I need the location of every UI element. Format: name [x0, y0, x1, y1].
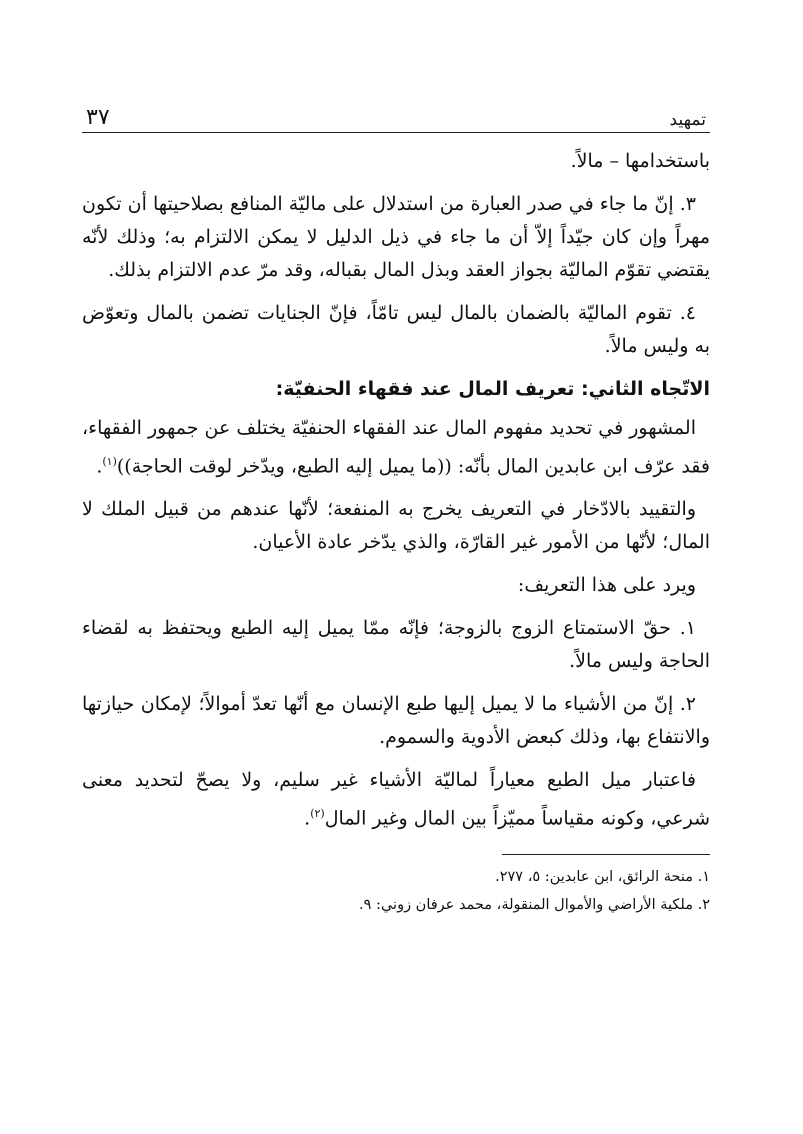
paragraph-3-text: ٤. تقوم الماليّة بالضمان بالمال ليس تامّاً، فإنّ الجنايات تضمن بالمال وتعوّض به وليس مالاً.	[82, 302, 710, 357]
paragraph-5	[82, 493, 710, 559]
footnote-ref-2[interactable]: (٢)	[310, 807, 325, 821]
paragraph-8	[82, 688, 710, 754]
paragraph-9-end: .	[304, 807, 311, 830]
footnote-1: ١. منحة الرائق، ابن عابدين: ٥، ٢٧٧.	[495, 868, 710, 885]
paragraph-6-text: ويرد على هذا التعريف:	[517, 574, 696, 597]
paragraph-7	[82, 612, 710, 678]
paragraph-7-text: ١. حقّ الاستمتاع الزوج بالزوجة؛ فإنّه ممّا يميل إليه الطبع ويحتفظ به لقضاء الحاجة وليس مالاً.	[82, 617, 710, 673]
footnote-ref-1[interactable]: (١)	[102, 455, 117, 468]
running-header	[82, 96, 710, 133]
paragraph-8-text: ٢. إنّ من الأشياء ما لا يميل إليها طبع الإنسان مع أنّها تعدّ أموالاً؛ لإمكان حيازتها والانتفاع بها، وذلك كبعض الأدوية والسموم.	[82, 693, 710, 749]
footnote-separator	[502, 854, 710, 855]
paragraph-2	[82, 188, 710, 287]
paragraph-9-text: فاعتبار ميل الطبع معياراً لماليّة الأشياء غير سليم، ولا يصحّ لتحديد معنى شرعي، وكونه مقياساً مميّزاً بين المال وغير المال	[82, 769, 710, 830]
paragraph-3	[82, 297, 710, 363]
paragraph-1-text: باستخدامها – مالاً.	[570, 150, 710, 172]
paragraph-5-text: والتقييد بالادّخار في التعريف يخرج به المنفعة؛ لأنّها عندهم من قبيل الملك لا المال؛ لأنّها من الأمور غير القارّة، والذي يدّخر عادة الأعيان.	[82, 498, 710, 554]
running-head-title: تمهيد	[669, 110, 706, 130]
paragraph-4-end: .	[96, 455, 103, 478]
paragraph-4	[82, 412, 710, 483]
paragraph-6	[82, 569, 710, 602]
page-number: ٣٧	[86, 105, 110, 130]
footnote-2: ٢. ملكية الأراضي والأموال المنقولة، محمد عرفان زوني: ٩.	[359, 896, 710, 913]
book-page	[82, 96, 710, 919]
paragraph-4-text: المشهور في تحديد مفهوم المال عند الفقهاء الحنفيّة يختلف عن جمهور الفقهاء، فقد عرّف ابن عابدين المال بأنّه: ((ما يميل إليه الطبع، ويدّخر لوقت الحاجة))	[82, 417, 710, 478]
paragraph-1	[82, 145, 710, 178]
paragraph-9	[82, 764, 710, 835]
section-heading: الاتّجاه الثاني: تعريف المال عند فقهاء الحنفيّة:	[275, 378, 710, 400]
paragraph-2-text: ٣. إنّ ما جاء في صدر العبارة من استدلال على ماليّة المنافع بصلاحيتها أن تكون مهراً وإن كان جيّداً إلاّ أن ما جاء في ذيل الدليل لا يمكن الالتزام به؛ وذلك لأنّه يقتضي تقوّم الماليّة بجواز العقد وبذل المال بقباله، وقد مرّ عدم الالتزام بذلك.	[82, 193, 710, 281]
